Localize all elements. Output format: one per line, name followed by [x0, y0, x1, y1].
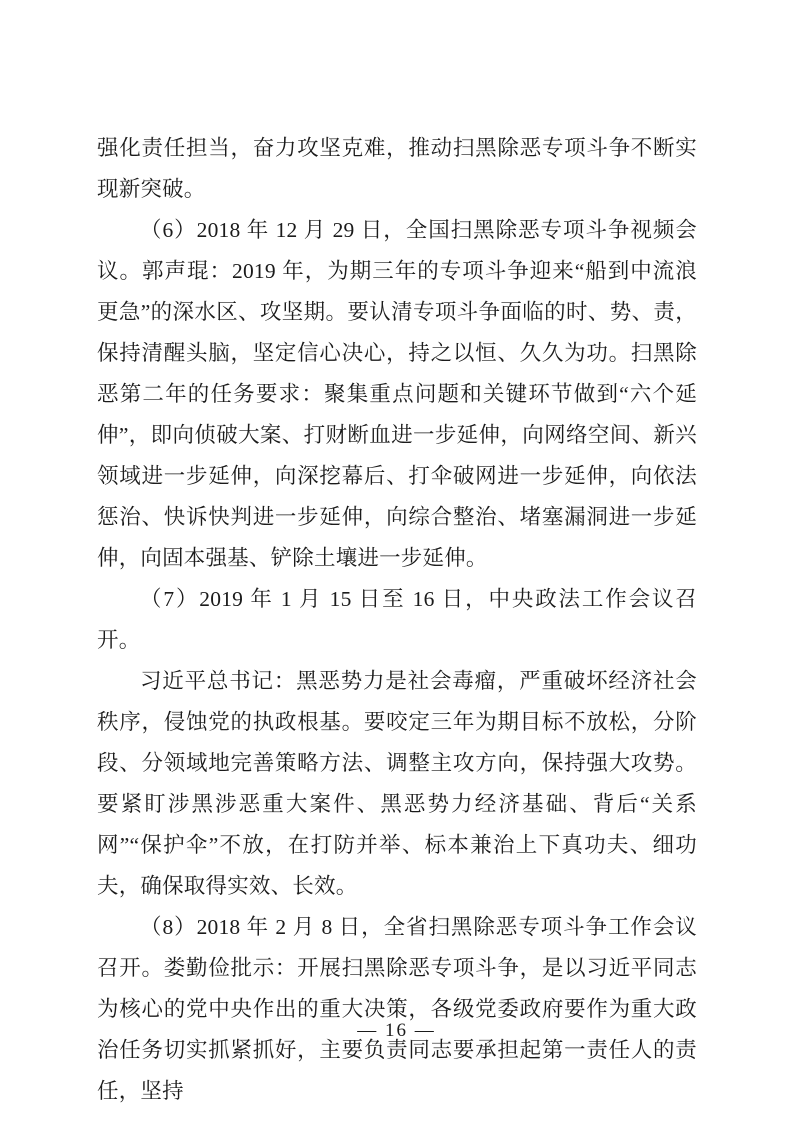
paragraph-item-6: （6）2018 年 12 月 29 日，全国扫黑除恶专项斗争视频会议。郭声琨：2019 年，为期三年的专项斗争迎来“船到中流浪更急”的深水区、攻坚期。要认清专项斗争面临的时、势、责，保持清醒头脑，坚定信心决心，持之以恒、久久为功。扫黑除恶第二年的任务要求：聚集重点问题和关键环节做到“六个延伸”，即向侦破大案、打财断血进一步延伸，向网络空间、新兴领域进一步延伸，向深挖幕后、打伞破网进一步延伸，向依法惩治、快诉快判进一步延伸，向综合整治、堵塞漏洞进一步延伸，向固本强基、铲除土壤进一步延伸。: [97, 218, 697, 570]
page-number: — 16 —: [357, 1020, 436, 1041]
paragraph-continuation: 强化责任担当，奋力攻坚克难，推动扫黑除恶专项斗争不断实现新突破。: [97, 136, 697, 201]
page-body: [97, 128, 697, 1112]
paragraph-item-7-body: 习近平总书记：黑恶势力是社会毒瘤，严重破坏经济社会秩序，侵蚀党的执政根基。要咬定三年为期目标不放松，分阶段、分领域地完善策略方法、调整主攻方向，保持强大攻势。要紧盯涉黑涉恶重大案件、黑恶势力经济基础、背后“关系网”“保护伞”不放，在打防并举、标本兼治上下真功夫、细功夫，确保取得实效、长效。: [97, 669, 697, 898]
paragraph-item-8: （8）2018 年 2 月 8 日，全省扫黑除恶专项斗争工作会议召开。娄勤俭批示：开展扫黑除恶专项斗争，是以习近平同志为核心的党中央作出的重大决策，各级党委政府要作为重大政治任务切实抓紧抓好，主要负责同志要承担起第一责任人的责任，坚持: [97, 915, 697, 1103]
paragraph-item-7: （7）2019 年 1 月 15 日至 16 日，中央政法工作会议召开。: [97, 587, 697, 652]
